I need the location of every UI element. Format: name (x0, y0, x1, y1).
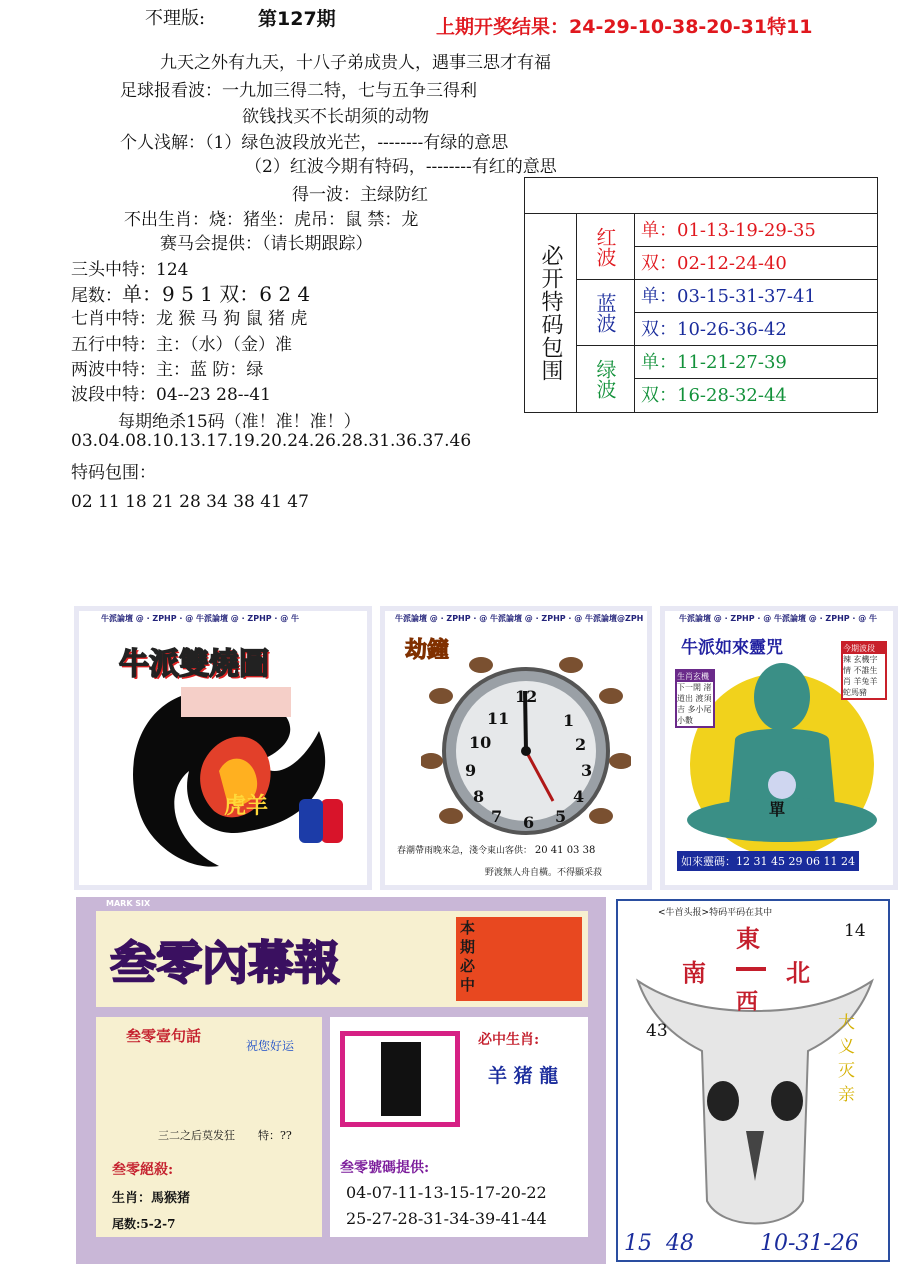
verse-line-8: 赛马会提供：（请长期跟踪） (160, 234, 373, 254)
figure-frame (340, 1031, 460, 1127)
tile-skull (616, 899, 890, 1262)
stat-five-elements: 五行中特：主：（水）（金）准 (71, 335, 292, 355)
report-left-box (96, 1017, 322, 1237)
tile-double-burn (74, 606, 372, 890)
report-header (96, 911, 588, 1007)
verse-line-3: 欲钱找买不长胡须的动物 (242, 107, 429, 127)
clock-num-2: 2 (575, 735, 587, 754)
numbers-row-1: 04-07-11-13-15-17-20-22 (346, 1183, 547, 1202)
verse-line-2: 足球报看波：一九加三得二特，七与五争三得利 (120, 81, 477, 101)
tile-strip: 牛派論壇 @ · ZPHP · @ 牛派論壇 @ · ZPHP · @ 牛 (101, 614, 300, 623)
buddha-right-body: 辣 玄機字 情 不誰生肖 羊兔羊 蛇馬豬 (843, 654, 885, 698)
tile-clock (380, 606, 652, 890)
wave-table-side (525, 214, 577, 412)
buddha-footer-numbers: 12 31 45 29 06 11 24 (736, 855, 855, 868)
skull-num-right: 14 (844, 921, 866, 941)
wave-table-side-label: 必开特码包围 (538, 244, 563, 382)
wave-table-header (525, 178, 877, 214)
tile-insider-report (76, 897, 606, 1264)
clock-line-1-numbers: 20 41 03 38 (534, 845, 596, 856)
wave-table (524, 177, 878, 413)
flame-emblem-icon (109, 671, 349, 881)
compass-south: 南 (682, 958, 706, 987)
tile-strip: MARK SIX (106, 899, 151, 908)
buddha-chest-char: 單 (769, 800, 786, 819)
kill-title: 叁零絕殺: (112, 1162, 174, 1178)
buddha-footer-label: 如來靈碼： (681, 855, 736, 868)
stat-seven-zodiac: 七肖中特：龙 猴 马 狗 鼠 猪 虎 (71, 309, 308, 329)
verse-line-4: 个人浅解：（1）绿色波段放光芒，--------有绿的意思 (120, 133, 509, 153)
skull-bottom-right: 10-31-26 (760, 1231, 859, 1256)
clock-num-10: 10 (469, 733, 492, 752)
buddha-right-box (841, 641, 887, 700)
verse-line-7: 不出生肖：烧：猪坐：虎吊：鼠 禁：龙 (124, 210, 419, 230)
clock-num-9: 9 (465, 761, 477, 780)
skull-top-note: <牛首头报>特码平码在其中 (658, 908, 773, 918)
kill-tail: 尾数:5-2-7 (112, 1217, 176, 1231)
wave-row-green (577, 346, 877, 412)
quote-title: 叁零壹句話 (126, 1027, 202, 1045)
report-side-badge: 本期必中 (460, 919, 476, 994)
issue-number: 第127期 (258, 8, 336, 30)
wave-row-single: 单：11-21-27-39 (635, 346, 877, 379)
clock-num-7: 7 (491, 807, 503, 826)
compass-west: 西 (736, 989, 759, 1015)
must-zodiac-label: 必中生肖: (478, 1032, 540, 1048)
stat-special-numbers: 02 11 18 21 28 34 38 41 47 (71, 492, 309, 512)
clock-num-6: 6 (523, 813, 535, 832)
tile-title: 劫鐘 (405, 638, 450, 663)
wave-row-double: 双：16-28-32-44 (641, 385, 787, 406)
wave-row-single: 单：01-13-19-29-35 (635, 214, 877, 247)
clock-num-4: 4 (573, 787, 585, 806)
buddha-left-body: 下一開 渚道出 渡須吉 多小尾 小數 (677, 683, 712, 725)
clock-line-1-text: 春潮帶雨晚來急，淺令東山客供： (397, 846, 533, 856)
wave-row-label: 蓝波 (593, 292, 617, 333)
compass-east: 東 (736, 924, 760, 953)
clock-num-12: 12 (515, 687, 538, 706)
stat-kill-numbers: 03.04.08.10.13.17.19.20.24.26.28.31.36.37.46 (71, 431, 472, 451)
clock-num-5: 5 (555, 807, 567, 826)
quote-text: 三二之后莫发狂 (158, 1129, 235, 1142)
wave-row-double: 双：02-12-24-40 (641, 253, 787, 274)
greeting: 祝您好运 (246, 1039, 295, 1053)
wave-row-red (577, 214, 877, 280)
tile-buddha (660, 606, 898, 890)
stat-three-heads: 三头中特：124 (71, 260, 189, 280)
fire-text: 虎羊 (224, 794, 269, 819)
stat-special-label: 特码包围： (71, 463, 156, 483)
clock-num-1: 1 (563, 711, 575, 730)
skull-side-text: 大义灭亲 (838, 1013, 855, 1105)
stat-tail-values: 单：9 5 1 双：6 2 4 (122, 282, 311, 306)
tile-strip: 牛派論壇 @ · ZPHP · @ 牛派論壇 @ · ZPHP · @ 牛派論壇@ZPH (395, 614, 644, 623)
tile-title: 牛派如來靈咒 (681, 638, 783, 658)
stat-two-waves: 两波中特：主：蓝 防：绿 (71, 360, 264, 380)
numbers-title: 叁零號碼提供: (340, 1160, 430, 1176)
stat-tail-label: 尾数： (71, 286, 122, 306)
buddha-right-head: 今期波段 (843, 644, 875, 653)
wave-row-single: 单：03-15-31-37-41 (635, 280, 877, 313)
wave-row-label: 红波 (593, 226, 617, 267)
quote-special: 特：?? (258, 1129, 292, 1142)
skull-bottom-left: 15 48 (624, 1231, 694, 1256)
buddha-left-head: 生肖玄機 (677, 672, 709, 681)
buddha-footer (677, 851, 859, 871)
tile-strip: 牛派論壇 @ · ZPHP · @ 牛派論壇 @ · ZPHP · @ 牛 (679, 614, 878, 623)
verse-line-6: 得一波：主绿防红 (292, 185, 428, 205)
wave-row-blue (577, 280, 877, 346)
report-right-box (330, 1017, 588, 1237)
kill-zodiac: 生肖：馬猴猪 (112, 1191, 191, 1206)
clock-num-3: 3 (581, 761, 593, 780)
skull-num-left: 43 (646, 1021, 668, 1041)
version-label: 不理版: (145, 8, 206, 29)
verse-line-1: 九天之外有九天，十八子弟成贵人，遇事三思才有福 (160, 53, 551, 73)
compass-north: 北 (786, 958, 810, 987)
numbers-row-2: 25-27-28-31-34-39-41-44 (346, 1209, 547, 1228)
clock-num-8: 8 (473, 787, 485, 806)
clock-num-11: 11 (487, 709, 510, 728)
must-zodiac: 羊 猪 龍 (488, 1065, 559, 1087)
clock-line-2: 野渡無人舟自橫。不得顯采菽 (485, 868, 603, 878)
verse-line-5: （2）红波今期有特码，--------有红的意思 (245, 157, 557, 177)
tile-title: 牛派雙燒圖 (119, 647, 269, 682)
stat-kill-title: 每期绝杀15码（准！准！准！） (118, 412, 361, 432)
clock-line-1 (397, 843, 595, 856)
compass-cross (736, 967, 766, 971)
stat-tail (71, 278, 310, 307)
wave-row-label: 绿波 (593, 359, 617, 399)
report-title: 叁零內幕報 (110, 936, 340, 990)
stat-wave-range: 波段中特：04--23 28--41 (71, 385, 271, 405)
buddha-left-box (675, 669, 715, 728)
last-result: 上期开奖结果：24-29-10-38-20-31特11 (436, 16, 813, 38)
wave-row-double: 双：10-26-36-42 (641, 319, 787, 340)
figure-icon (381, 1042, 421, 1116)
